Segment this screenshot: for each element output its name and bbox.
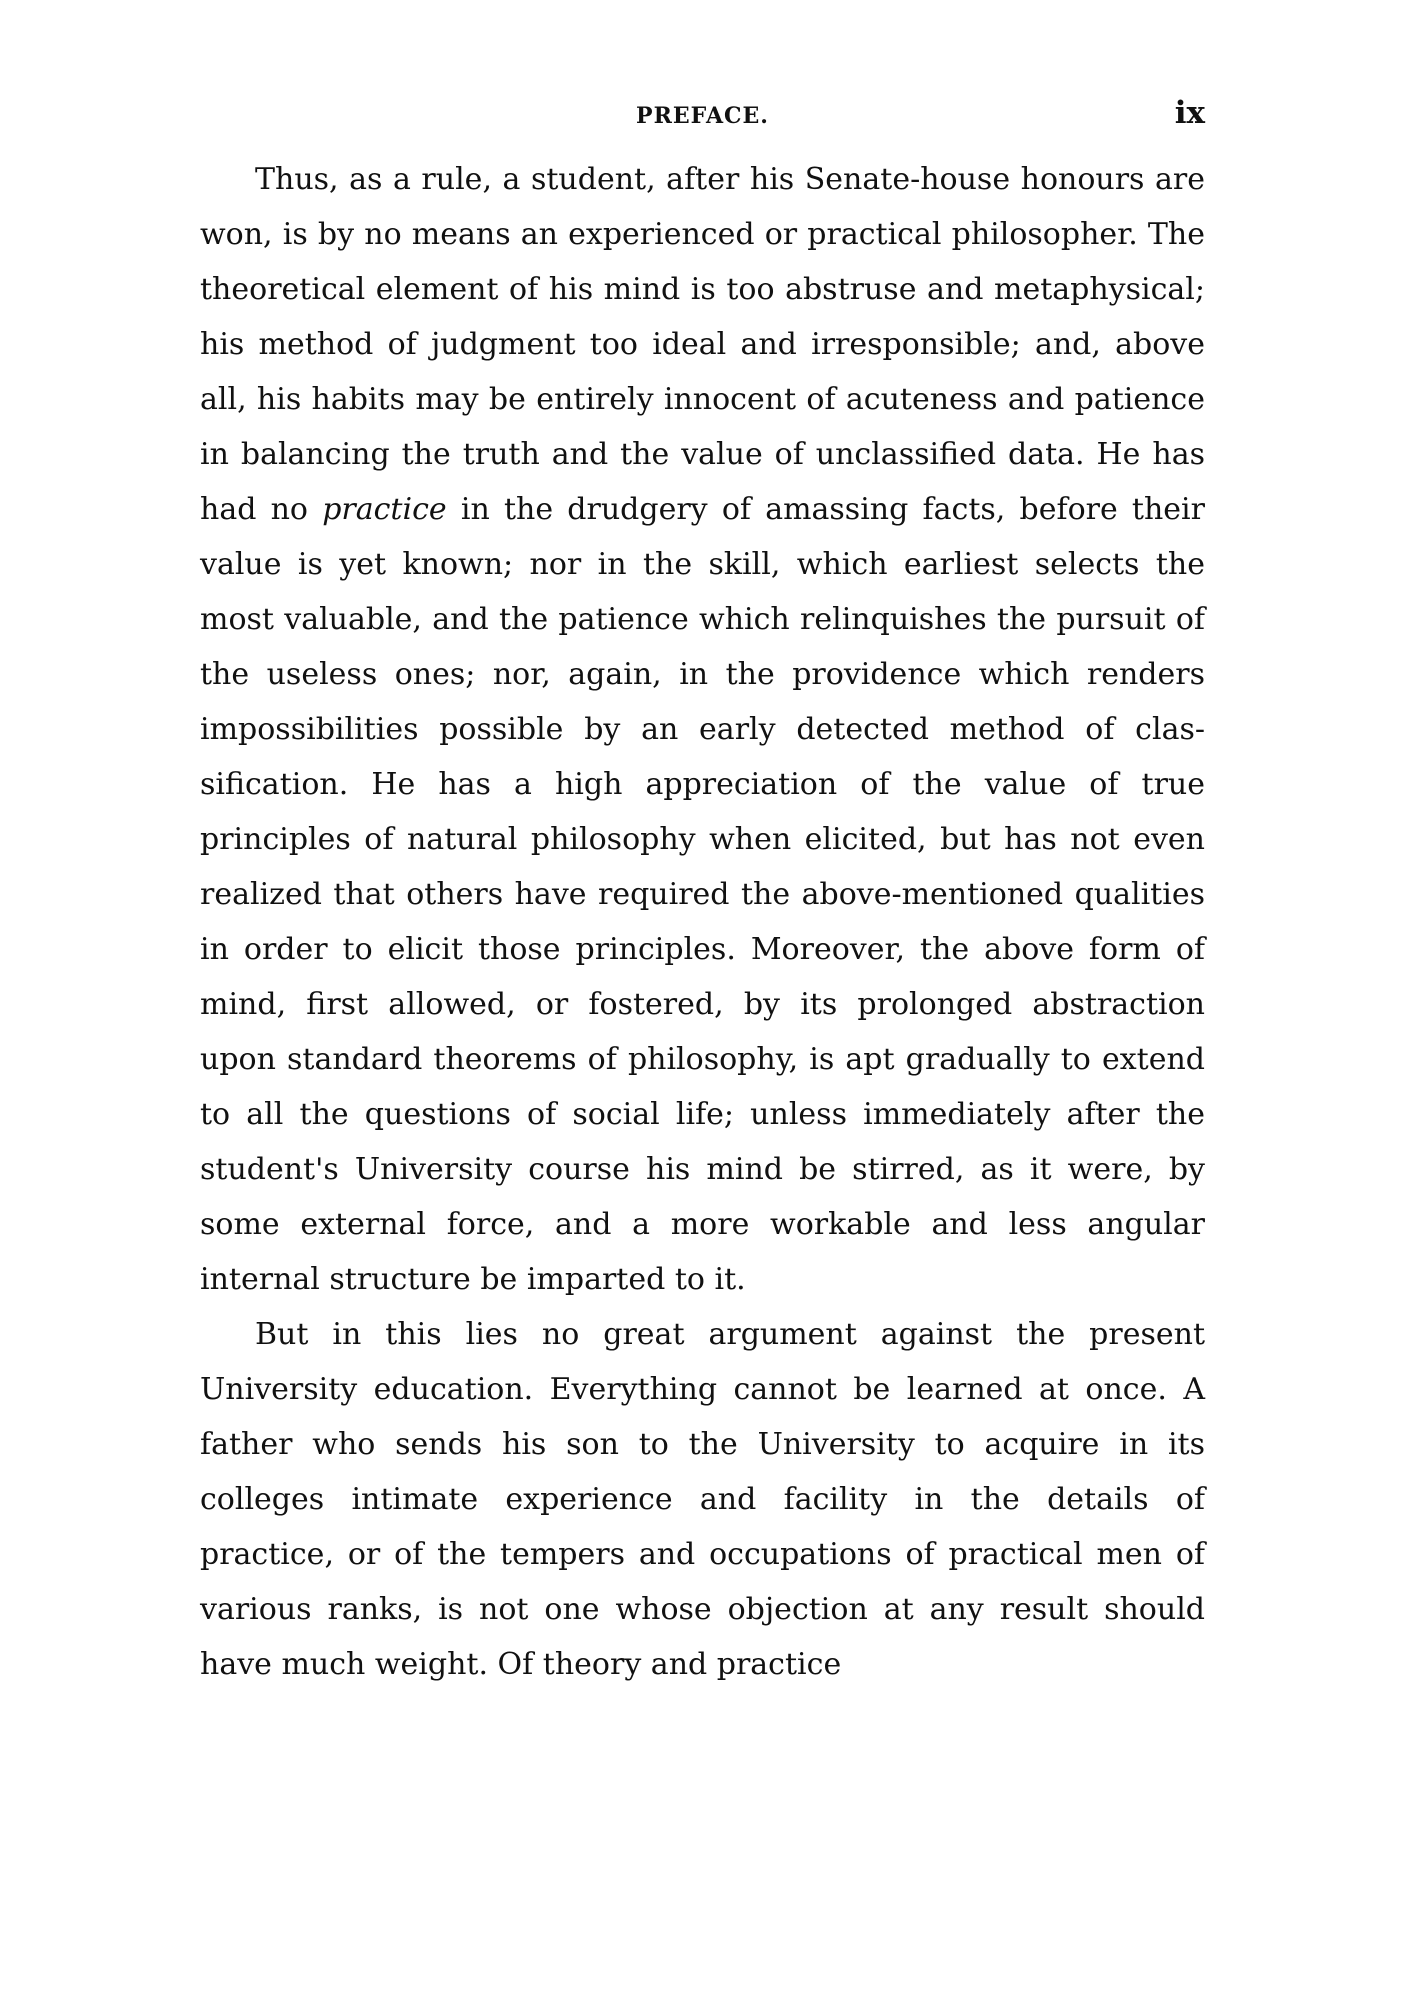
paragraph-1-text-end: in the drudgery of amassing facts, before their value is yet known; nor in the skill, which earliest selects the most valuable, and the patience which relinquishes the pursuit of the useless ones; nor, again, in the providence which renders impossibilities possible by an early detected method of classification. He has a high appreciation of the value of true principles of natural philosophy when elicited, but has not even realized that others have required the above-mentioned qualities in order to elicit those principles. Moreover, the above form of mind, first allowed, or fostered, by its prolonged abstraction upon standard theorems of philosophy, is apt gradually to extend to all the questions of social life; unless immediately after the student's University course his mind be stirred, as it were, by some external force, and a more workable and less angular internal structure be imparted to it. xyxy=(200,492,1205,1297)
running-title: PREFACE. xyxy=(636,103,769,129)
running-head xyxy=(200,95,1205,135)
body-text xyxy=(200,152,1205,1692)
page-number: ix xyxy=(1174,95,1205,131)
paragraph-1 xyxy=(200,152,1205,1307)
paragraph-2: But in this lies no great argument against the present University education. Everything cannot be learned at once. A father who sends his son to the University to acquire in its colleges intimate experience and facility in the details of practice, or of the tempers and occupations of practical men of various ranks, is not one whose objection at any result should have much weight. Of theory and practice xyxy=(200,1317,1205,1682)
emphasized-word: practice xyxy=(322,492,447,527)
paragraph-1-text-start: Thus, as a rule, a student, after his Senate-house honours are won, is by no means an experienced or practical philosopher. The theoretical element of his mind is too abstruse and metaphysical; his method of judgment too ideal and irresponsible; and, above all, his habits may be entirely innocent of acuteness and patience in balancing the truth and the value of unclassified data. He has had no xyxy=(200,162,1205,527)
